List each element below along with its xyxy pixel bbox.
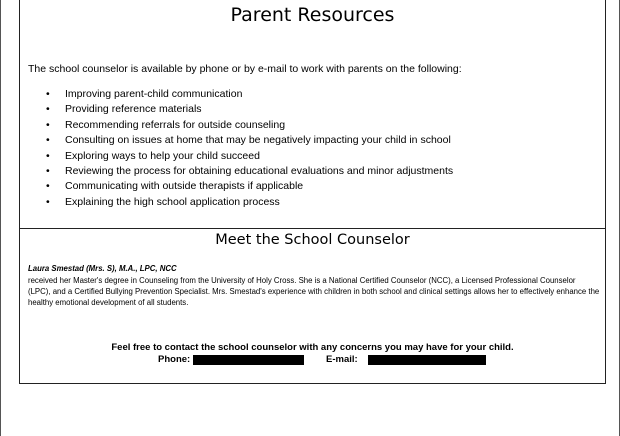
bullet-icon: •	[46, 103, 50, 116]
list-item-text: Reviewing the process for obtaining educational evaluations and minor adjustments	[65, 164, 454, 177]
list-item	[46, 133, 453, 148]
bullet-icon: •	[46, 180, 50, 193]
services-list	[46, 87, 453, 210]
counselor-name: Laura Smestad (Mrs. S), M.A., LPC, NCC	[28, 264, 177, 273]
bullet-icon: •	[46, 88, 50, 100]
list-item-text: Explaining the high school application process	[65, 195, 280, 208]
list-item	[46, 149, 453, 164]
bullet-icon: •	[46, 149, 50, 162]
list-item-text: Providing reference materials	[65, 103, 202, 116]
list-item-text: Communicating with outside therapists if applicable	[65, 180, 304, 193]
bullet-icon: •	[46, 195, 50, 208]
list-item-text: Exploring ways to help your child succeed	[65, 149, 260, 162]
phone-redacted-block	[193, 355, 304, 365]
list-item	[46, 102, 453, 117]
list-item	[46, 87, 453, 102]
list-item	[46, 195, 453, 210]
bullet-icon: •	[46, 118, 50, 131]
counselor-bio: received her Master's degree in Counseling from the University of Holy Cross. She is a National Certified Counselor (NCC), a Licensed Professional Counselor (LPC), and a Certified Bullying Prevention Specialist. Mrs. Smestad's experience with children in both school and clinical settings allows her to effectively enhance the healthy emotional development of all students.	[28, 276, 600, 307]
list-item-text: Recommending referrals for outside counseling	[65, 118, 286, 131]
bullet-icon: •	[46, 164, 50, 177]
section-heading: Meet the School Counselor	[215, 232, 410, 248]
bullet-icon: •	[46, 134, 50, 147]
phone-label: Phone:	[158, 354, 191, 365]
page-title: Parent Resources	[230, 4, 395, 26]
list-item	[46, 118, 453, 133]
contact-invitation: Feel free to contact the school counselor with any concerns you may have for your child.	[111, 342, 514, 353]
list-item-text: Improving parent-child communication	[65, 88, 243, 100]
email-redacted-block	[368, 355, 486, 365]
email-label: E-mail:	[326, 354, 358, 365]
contact-fields	[20, 354, 605, 367]
counselor-section	[19, 228, 606, 384]
list-item	[46, 164, 453, 179]
list-item-text: Consulting on issues at home that may be negatively impacting your child in school	[65, 134, 451, 147]
intro-text: The school counselor is available by phone or by e-mail to work with parents on the following:	[28, 63, 462, 75]
list-item	[46, 179, 453, 194]
parent-resources-section	[19, 0, 606, 229]
